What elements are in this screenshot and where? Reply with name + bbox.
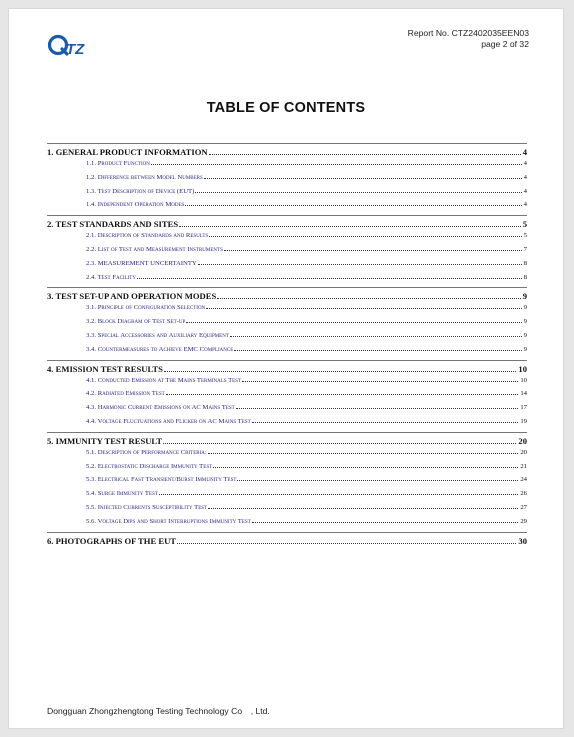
toc-page-number: 29 xyxy=(520,517,527,525)
toc-entry-title: Description of Standards and Results xyxy=(97,232,209,240)
svg-text:TZ: TZ xyxy=(66,41,85,58)
toc-page-number: 20 xyxy=(518,435,527,446)
toc-section[interactable] xyxy=(47,536,527,549)
toc-section-title: GENERAL PRODUCT INFORMATION xyxy=(55,147,208,157)
toc-entry-number: 1.2. xyxy=(86,173,97,181)
company-logo xyxy=(47,31,95,61)
toc-entry[interactable] xyxy=(47,174,527,188)
toc-entry-title: Electrostatic Discharge Immunity Test xyxy=(97,462,213,470)
toc-entry-number: 2.3. xyxy=(86,259,97,267)
dot-leader xyxy=(164,371,516,372)
toc-page-number: 30 xyxy=(518,535,527,546)
dot-leader xyxy=(198,264,522,265)
toc-entry[interactable] xyxy=(47,201,527,215)
section-divider xyxy=(47,360,527,361)
toc-page-number: 21 xyxy=(520,462,527,470)
toc-section-number: 5. xyxy=(47,435,54,446)
dot-leader xyxy=(204,178,522,179)
document-page xyxy=(8,8,564,729)
report-number: Report No. CTZ2402035EEN03 xyxy=(407,28,529,38)
toc-page-number: 4 xyxy=(523,201,527,209)
toc-page-number: 4 xyxy=(523,173,527,181)
toc-entry[interactable] xyxy=(47,232,527,246)
dot-leader xyxy=(252,422,519,423)
toc-entry-title: Block Diagram of Test Set-up xyxy=(97,318,186,326)
toc-entry[interactable] xyxy=(47,476,527,490)
dot-leader xyxy=(224,250,522,251)
dot-leader xyxy=(208,453,519,454)
toc-entry-title: Voltage Fluctuations and Flicker on AC Mains Test xyxy=(97,417,251,425)
toc-entry-number: 4.4. xyxy=(86,417,97,425)
dot-leader xyxy=(252,522,519,523)
dot-leader xyxy=(163,443,516,444)
toc-section-title: PHOTOGRAPHS OF THE EUT xyxy=(55,535,177,546)
toc-entry-title: Radiated Emission Test xyxy=(97,390,165,398)
toc-entry[interactable] xyxy=(47,260,527,274)
toc-entry[interactable] xyxy=(47,504,527,518)
toc-entry-number: 5.2. xyxy=(86,462,97,470)
toc-section-number: 1. xyxy=(47,147,54,157)
section-divider xyxy=(47,432,527,433)
table-of-contents xyxy=(47,143,527,549)
toc-page-number: 4 xyxy=(523,160,527,167)
toc-entry[interactable] xyxy=(47,160,527,174)
toc-entry-title: Surge Immunity Test xyxy=(97,490,158,498)
toc-entry-title: Electrical Fast Transient/Burst Immunity Test xyxy=(97,476,237,484)
dot-leader xyxy=(234,350,521,351)
toc-entry-number: 5.3. xyxy=(86,476,97,484)
toc-entry-title: Voltage Dips and Short Interruptions Immunity Test xyxy=(97,517,251,525)
toc-entry-number: 5.6. xyxy=(86,517,97,525)
dot-leader xyxy=(185,205,521,206)
toc-entry-title: Product Function xyxy=(97,160,150,167)
toc-page-number: 10 xyxy=(520,376,527,384)
toc-page-number: 14 xyxy=(520,390,527,398)
section-divider xyxy=(47,532,527,533)
toc-entry-number: 1.1. xyxy=(86,160,97,167)
toc-page-number: 10 xyxy=(518,363,527,374)
toc-section-title: IMMUNITY TEST RESULT xyxy=(55,435,163,446)
toc-page-number: 5 xyxy=(523,232,527,240)
toc-page-number: 20 xyxy=(520,448,527,456)
toc-entry[interactable] xyxy=(47,390,527,404)
section-divider xyxy=(47,215,527,216)
toc-section[interactable] xyxy=(47,219,527,232)
toc-entry[interactable] xyxy=(47,404,527,418)
toc-entry-number: 5.5. xyxy=(86,503,97,511)
toc-entry-title: Difference between Model Numbers xyxy=(97,173,203,181)
dot-leader xyxy=(217,298,520,299)
page-number: page 2 of 32 xyxy=(481,39,529,49)
dot-leader xyxy=(179,226,521,227)
toc-entry-title: Conducted Emission at The Mains Terminals Test xyxy=(97,376,242,384)
toc-entry-number: 3.4. xyxy=(86,345,97,353)
toc-section[interactable] xyxy=(47,147,527,160)
toc-entry-title: Countermeasures to Achieve EMC Compliance xyxy=(97,345,234,353)
toc-entry[interactable] xyxy=(47,463,527,477)
dot-leader xyxy=(137,278,522,279)
dot-leader xyxy=(195,192,521,193)
dot-leader xyxy=(208,508,518,509)
toc-page-number: 8 xyxy=(523,259,527,267)
toc-entry[interactable] xyxy=(47,346,527,360)
toc-title: TABLE OF CONTENTS xyxy=(206,100,366,116)
toc-entry-number: 5.4. xyxy=(86,490,97,498)
toc-entry-title: List of Test and Measurement Instruments xyxy=(97,245,223,253)
toc-page-number: 9 xyxy=(522,291,527,302)
toc-entry-number: 1.4. xyxy=(86,201,97,209)
toc-entry-number: 4.3. xyxy=(86,404,97,412)
toc-entry[interactable] xyxy=(47,418,527,432)
toc-entry-number: 5.1. xyxy=(86,448,97,456)
dot-leader xyxy=(230,336,522,337)
toc-entry-number: 3.3. xyxy=(86,331,97,339)
toc-entry[interactable] xyxy=(47,490,527,504)
toc-entry-number: 2.2. xyxy=(86,245,97,253)
toc-entry-number: 3.1. xyxy=(86,304,97,312)
dot-leader xyxy=(206,308,521,309)
toc-page-number: 26 xyxy=(520,490,527,498)
toc-page-number: 7 xyxy=(523,245,527,253)
toc-section-number: 6. xyxy=(47,535,54,546)
toc-page-number: 24 xyxy=(520,476,527,484)
toc-entry-number: 2.4. xyxy=(86,273,97,281)
toc-page-number: 9 xyxy=(523,331,527,339)
toc-page-number: 17 xyxy=(520,404,527,412)
toc-section-number: 3. xyxy=(47,291,54,302)
toc-section[interactable] xyxy=(47,291,527,304)
dot-leader xyxy=(177,543,516,544)
toc-entry-number: 4.2. xyxy=(86,390,97,398)
toc-section-title: TEST STANDARDS AND SITES xyxy=(55,219,179,230)
toc-entry-number: 4.1. xyxy=(86,376,97,384)
toc-section-number: 2. xyxy=(47,219,54,230)
toc-entry[interactable] xyxy=(47,274,527,288)
toc-entry-title: Injected Currents Susceptibility Test xyxy=(97,503,208,511)
toc-page-number: 19 xyxy=(520,417,527,425)
toc-entry-title: Test Facility xyxy=(97,273,136,281)
toc-page-number: 9 xyxy=(523,318,527,326)
toc-section-title: TEST SET-UP AND OPERATION MODES xyxy=(55,291,217,302)
toc-entry-title: Principle of Configuration Selection xyxy=(97,304,206,312)
toc-page-number: 27 xyxy=(520,503,527,511)
dot-leader xyxy=(209,236,521,237)
dot-leader xyxy=(237,480,518,481)
toc-entry-title: Description of Performance Criteria: xyxy=(97,448,207,456)
dot-leader xyxy=(186,322,521,323)
dot-leader xyxy=(159,494,518,495)
toc-page-number: 4 xyxy=(522,147,527,157)
toc-entry[interactable] xyxy=(47,518,527,532)
toc-entry[interactable] xyxy=(47,449,527,463)
footer-company: Dongguan Zhongzhengtong Testing Technology Co , Ltd. xyxy=(47,706,270,716)
toc-page-number: 9 xyxy=(523,304,527,312)
toc-entry-number: 2.1. xyxy=(86,232,97,240)
dot-leader xyxy=(213,467,518,468)
toc-page-number: 8 xyxy=(523,273,527,281)
toc-section[interactable] xyxy=(47,364,527,377)
toc-entry-title: Special Accessories and Auxiliary Equipment xyxy=(97,331,229,339)
dot-leader xyxy=(236,408,519,409)
toc-page-number: 5 xyxy=(522,219,527,230)
toc-entry-title: MEASUREMENT UNCERTAINTY xyxy=(97,259,197,267)
toc-entry[interactable] xyxy=(47,377,527,391)
toc-entry[interactable] xyxy=(47,332,527,346)
toc-page-number: 9 xyxy=(523,345,527,353)
toc-entry[interactable] xyxy=(47,304,527,318)
toc-page-number: 4 xyxy=(523,187,527,195)
section-divider xyxy=(47,143,527,144)
toc-entry[interactable] xyxy=(47,318,527,332)
toc-entry-number: 3.2. xyxy=(86,318,97,326)
toc-entry[interactable] xyxy=(47,188,527,202)
section-divider xyxy=(47,287,527,288)
dot-leader xyxy=(166,394,519,395)
toc-entry[interactable] xyxy=(47,246,527,260)
toc-section-number: 4. xyxy=(47,363,54,374)
toc-entry-title: Harmonic Current Emissions on AC Mains Test xyxy=(97,404,235,412)
dot-leader xyxy=(151,164,522,165)
toc-entry-title: Independent Operation Modes xyxy=(97,201,185,209)
toc-entry-title: Test Description of Device (EUT) xyxy=(97,187,195,195)
report-info xyxy=(408,28,529,50)
dot-leader xyxy=(209,154,521,155)
toc-section-title: EMISSION TEST RESULTS xyxy=(55,363,163,374)
toc-section[interactable] xyxy=(47,436,527,449)
dot-leader xyxy=(242,381,518,382)
toc-entry-number: 1.3. xyxy=(86,187,97,195)
